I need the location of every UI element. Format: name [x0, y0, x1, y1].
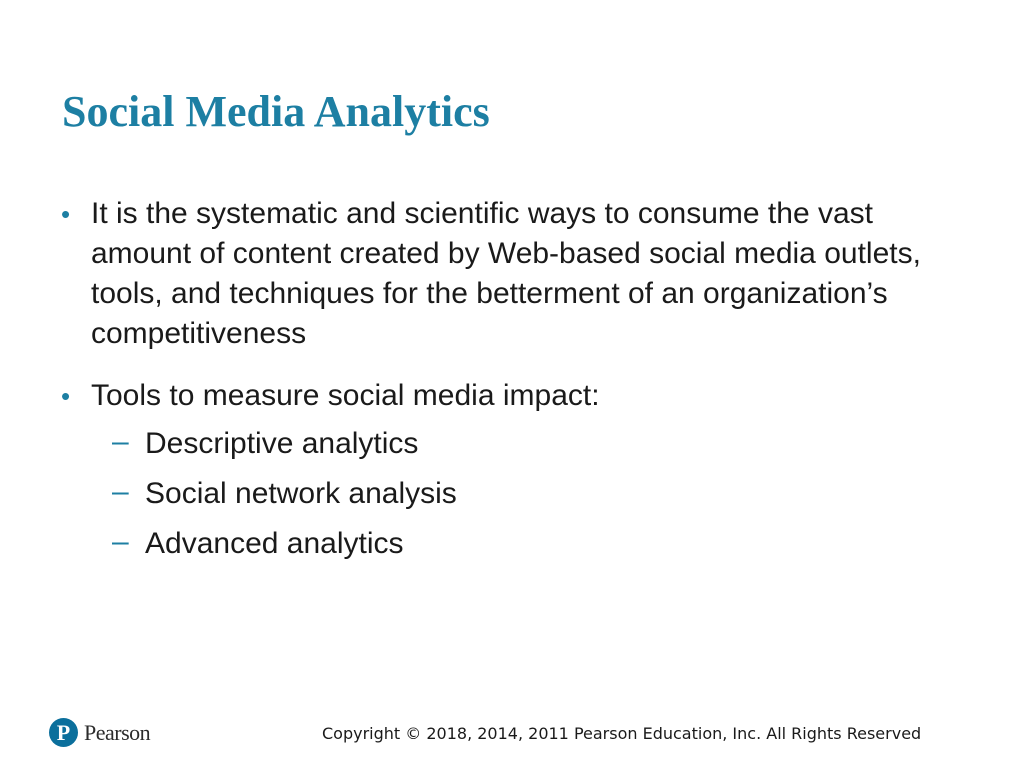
sub-bullet-item	[58, 474, 978, 514]
bullet-text: Tools to measure social media impact:	[91, 379, 600, 412]
bullet-icon: •	[61, 199, 71, 229]
sub-bullet-text: Descriptive analytics	[145, 427, 419, 460]
dash-icon: –	[112, 425, 129, 458]
pearson-logo-icon: P	[49, 718, 78, 747]
dash-icon: –	[112, 525, 129, 558]
bullet-icon: •	[61, 381, 71, 411]
slide-title: Social Media Analytics	[62, 87, 490, 136]
copyright-text: Copyright © 2018, 2014, 2011 Pearson Education, Inc. All Rights Reserved	[322, 724, 922, 743]
dash-icon: –	[112, 475, 129, 508]
sub-bullet-text: Social network analysis	[145, 477, 457, 510]
sub-bullet-item	[58, 524, 978, 564]
sub-bullet-text: Advanced analytics	[145, 527, 404, 560]
sub-bullet-item	[58, 424, 978, 464]
bullet-item	[58, 194, 978, 354]
pearson-logo-text: Pearson	[84, 719, 151, 745]
pearson-logo	[49, 718, 150, 747]
sub-bullet-list	[58, 424, 978, 564]
bullet-item	[58, 376, 978, 416]
slide-content	[58, 194, 978, 574]
bullet-text: It is the systematic and scientific ways to consume the vast amount of content created by Web-based social media outlets, tools, and techniques for the betterment of an organization’s competitiveness	[91, 197, 921, 350]
